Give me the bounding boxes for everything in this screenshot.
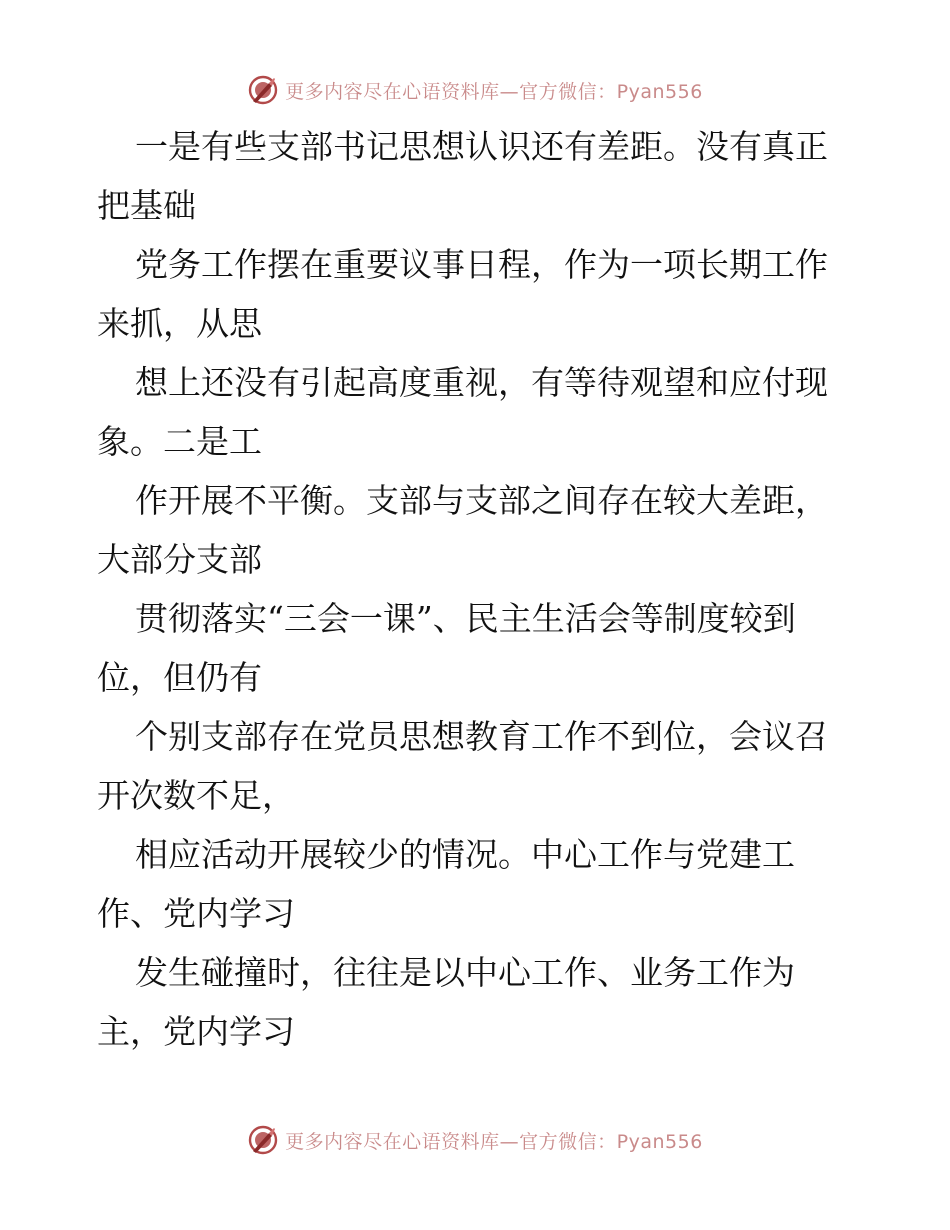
quill-seal-icon — [247, 1124, 279, 1156]
body-line: 想上还没有引起高度重视，有等待观望和应付现 — [135, 363, 828, 402]
body-line: 主，党内学习 — [97, 1012, 295, 1051]
document-body — [97, 118, 877, 1062]
body-line: 开次数不足， — [97, 776, 295, 815]
body-line: 位，但仍有 — [97, 658, 262, 697]
body-line: 相应活动开展较少的情况。中心工作与党建工 — [135, 835, 795, 874]
body-line: 发生碰撞时，往往是以中心工作、业务工作为 — [135, 953, 795, 992]
body-line: 来抓，从思 — [97, 304, 262, 343]
body-line: 把基础 — [97, 186, 196, 225]
header-banner — [0, 70, 950, 110]
body-line: 象。二是工 — [97, 422, 262, 461]
header-banner-text: 更多内容尽在心语资料库—官方微信：Pyan556 — [285, 80, 703, 103]
footer-banner-text: 更多内容尽在心语资料库—官方微信：Pyan556 — [285, 1130, 703, 1153]
footer-banner-content — [247, 1124, 703, 1156]
header-banner-content — [247, 74, 703, 106]
body-line: 贯彻落实“三会一课”、民主生活会等制度较到 — [135, 599, 796, 638]
body-line: 作、党内学习 — [97, 894, 295, 933]
body-line: 大部分支部 — [97, 540, 262, 579]
footer-banner — [0, 1120, 950, 1160]
quill-seal-icon — [247, 74, 279, 106]
body-line: 一是有些支部书记思想认识还有差距。没有真正 — [135, 127, 828, 166]
body-line: 作开展不平衡。支部与支部之间存在较大差距， — [135, 481, 828, 520]
body-line: 个别支部存在党员思想教育工作不到位，会议召 — [135, 717, 828, 756]
body-line: 党务工作摆在重要议事日程，作为一项长期工作 — [135, 245, 828, 284]
